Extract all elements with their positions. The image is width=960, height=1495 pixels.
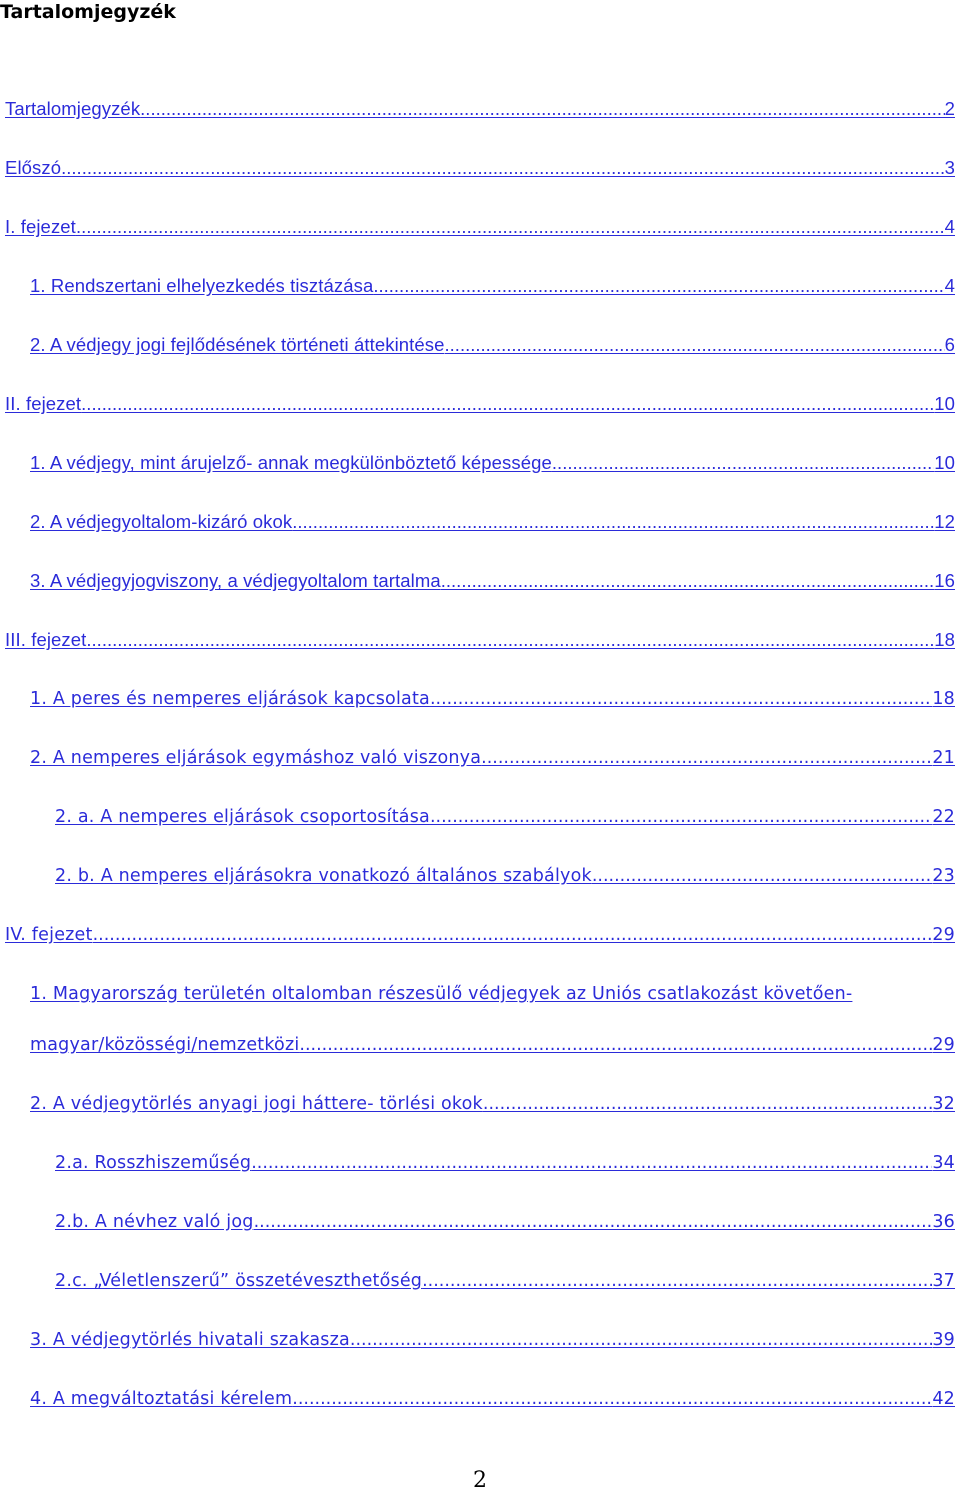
toc-leader-dots: [552, 452, 934, 474]
toc-entry-label: 2.c. „Véletlenszerű” összetéveszthetőség: [55, 1271, 423, 1291]
toc-entry-page: 16: [934, 570, 955, 591]
toc-leader-dots: [441, 570, 934, 592]
toc-entry-page: 10: [934, 452, 955, 473]
toc-entry-page: 36: [932, 1212, 955, 1232]
toc-entry-4-1-first-line[interactable]: [30, 981, 852, 1005]
toc-entry-label: III. fejezet: [5, 629, 87, 650]
toc-entry-4-3[interactable]: [30, 1327, 955, 1351]
toc-entry-eloszo[interactable]: [5, 155, 955, 179]
toc-entry-page: 23: [932, 866, 955, 886]
toc-leader-dots: [292, 1388, 932, 1410]
toc-leader-dots: [373, 275, 944, 297]
toc-entry-page: 2: [944, 98, 955, 119]
toc-leader-dots: [481, 747, 932, 769]
toc-leader-dots: [445, 334, 945, 356]
toc-entry-page: 10: [934, 393, 955, 414]
toc-entry-page: 32: [932, 1094, 955, 1114]
toc-entry-2-3[interactable]: [30, 568, 955, 592]
toc-entry-label: 2. b. A nemperes eljárásokra vonatkozó általános szabályok: [55, 866, 592, 886]
toc-leader-dots: [251, 1152, 932, 1174]
toc-entry-label: 1. Magyarország területén oltalomban részesülő védjegyek az Uniós csatlakozást követően-: [30, 984, 853, 1004]
toc-entry-page: 21: [932, 748, 955, 768]
toc-entry-chapter-2[interactable]: [5, 391, 955, 415]
toc-leader-dots: [93, 924, 933, 946]
toc-leader-dots: [61, 157, 944, 179]
toc-entry-label: 3. A védjegyjogviszony, a védjegyoltalom tartalma: [30, 570, 441, 591]
toc-entry-label-continuation: magyar/közösségi/nemzetközi: [30, 1035, 300, 1055]
toc-entry-page: 18: [932, 689, 955, 709]
toc-entry-label: II. fejezet: [5, 393, 82, 414]
toc-leader-dots: [86, 629, 934, 651]
toc-entry-3-2-a[interactable]: [55, 804, 955, 828]
toc-leader-dots: [81, 393, 934, 415]
toc-entry-page: 29: [932, 1035, 955, 1055]
toc-leader-dots: [76, 216, 945, 238]
toc-entry-page: 4: [944, 216, 955, 237]
toc-entry-page: 29: [932, 925, 955, 945]
page-number: 2: [473, 1468, 487, 1493]
toc-entry-page: 22: [932, 807, 955, 827]
toc-entry-label: 4. A megváltoztatási kérelem: [30, 1389, 293, 1409]
toc-entry-page: 42: [932, 1389, 955, 1409]
toc-entry-page: 12: [934, 511, 955, 532]
toc-leader-dots: [430, 806, 932, 828]
toc-entry-4-2[interactable]: [30, 1091, 955, 1115]
toc-leader-dots: [350, 1329, 932, 1351]
toc-entry-page: 39: [932, 1330, 955, 1350]
toc-leader-dots: [299, 1034, 932, 1056]
toc-entry-4-2-b[interactable]: [55, 1209, 955, 1233]
toc-leader-dots: [140, 98, 944, 120]
toc-entry-4-2-a[interactable]: [55, 1150, 955, 1174]
toc-entry-3-2-b[interactable]: [55, 863, 955, 887]
toc-entry-label: 1. Rendszertani elhelyezkedés tisztázása: [30, 275, 374, 296]
toc-entry-4-4[interactable]: [30, 1386, 955, 1410]
toc-entry-label: 1. A védjegy, mint árujelző- annak megkülönböztető képessége: [30, 452, 552, 473]
toc-entry-label: IV. fejezet: [5, 925, 93, 945]
toc-entry-page: 3: [944, 157, 955, 178]
toc-leader-dots: [430, 688, 932, 710]
toc-entry-tartalomjegyzek[interactable]: [5, 96, 955, 120]
toc-entry-chapter-3[interactable]: [5, 627, 955, 651]
toc-leader-dots: [483, 1093, 932, 1115]
toc-entry-page: 6: [944, 334, 955, 355]
toc-entry-label: I. fejezet: [5, 216, 76, 237]
toc-leader-dots: [292, 511, 934, 533]
toc-leader-dots: [592, 865, 933, 887]
toc-entry-2-1[interactable]: [30, 450, 955, 474]
toc-entry-3-2[interactable]: [30, 745, 955, 769]
toc-entry-chapter-4[interactable]: [5, 922, 955, 946]
toc-entry-label: Tartalomjegyzék: [5, 98, 141, 119]
toc-entry-page: 37: [932, 1271, 955, 1291]
toc-entry-label: 2. a. A nemperes eljárások csoportosítása: [55, 807, 430, 827]
toc-leader-dots: [254, 1211, 933, 1233]
toc-entry-label: 2.b. A névhez való jog: [55, 1212, 254, 1232]
toc-entry-label: 2.a. Rosszhiszeműség: [55, 1153, 252, 1173]
toc-entry-chapter-1[interactable]: [5, 214, 955, 238]
toc-entry-1-1[interactable]: [30, 273, 955, 297]
toc-entry-label: 1. A peres és nemperes eljárások kapcsolata: [30, 689, 430, 709]
toc-entry-3-1[interactable]: [30, 686, 955, 710]
toc-entry-label: 3. A védjegytörlés hivatali szakasza: [30, 1330, 350, 1350]
toc-entry-page: 4: [944, 275, 955, 296]
document-title: Tartalomjegyzék: [0, 1, 176, 23]
toc-entry-4-2-c[interactable]: [55, 1268, 955, 1292]
toc-entry-1-2[interactable]: [30, 332, 955, 356]
toc-leader-dots: [422, 1270, 932, 1292]
toc-entry-4-1[interactable]: [30, 1032, 955, 1056]
toc-entry-page: 18: [934, 629, 955, 650]
toc-entry-2-2[interactable]: [30, 509, 955, 533]
toc-entry-label: 2. A védjegyoltalom-kizáró okok: [30, 511, 293, 532]
toc-entry-label: 2. A védjegytörlés anyagi jogi háttere- törlési okok: [30, 1094, 483, 1114]
toc-entry-label: 2. A védjegy jogi fejlődésének történeti áttekintése: [30, 334, 445, 355]
toc-entry-label: 2. A nemperes eljárások egymáshoz való viszonya: [30, 748, 482, 768]
toc-entry-page: 34: [932, 1153, 955, 1173]
toc-entry-label: Előszó: [5, 157, 62, 178]
